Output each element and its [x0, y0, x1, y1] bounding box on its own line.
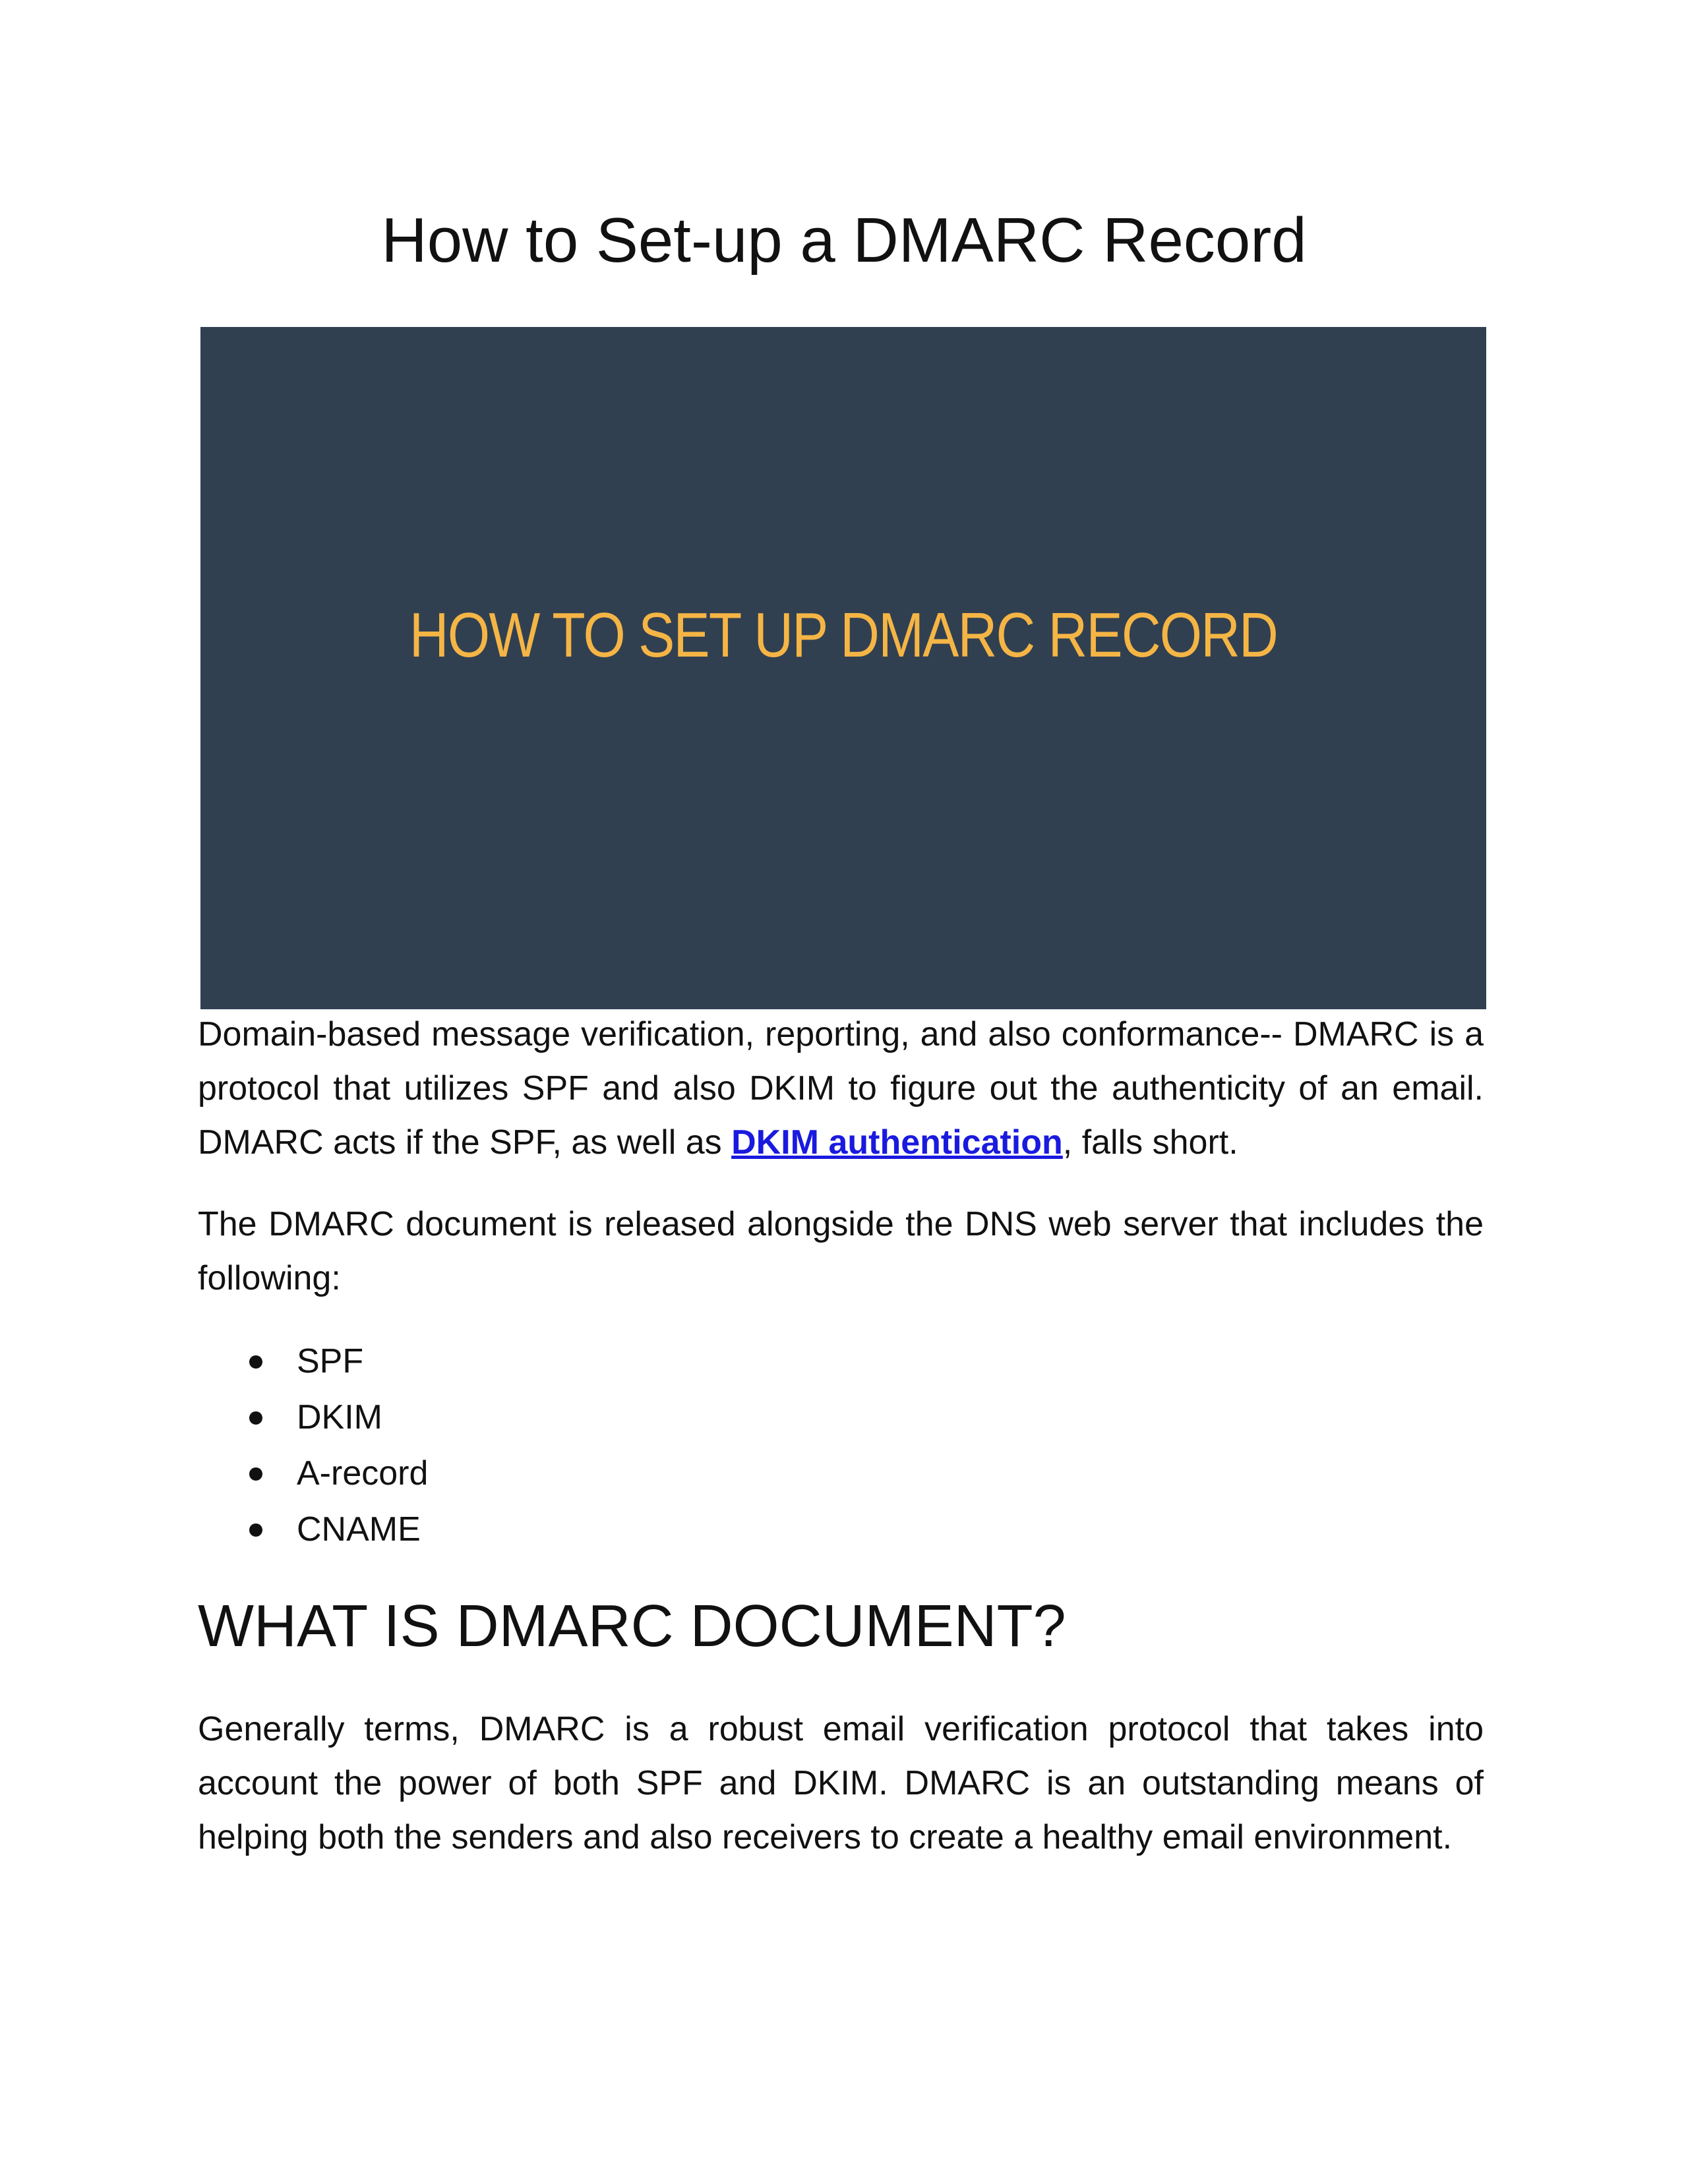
list-item	[198, 1502, 791, 1558]
dns-paragraph: The DMARC document is released alongside the DNS web server that includes the following:	[198, 1205, 1484, 1297]
section-heading: WHAT IS DMARC DOCUMENT?	[198, 1593, 1066, 1659]
bullet-icon	[249, 1467, 262, 1481]
intro-paragraph	[198, 1007, 1484, 1169]
list-item-label: SPF	[297, 1342, 364, 1380]
banner-image	[200, 327, 1486, 1009]
intro-text-after-link: , falls short.	[1062, 1123, 1238, 1162]
list-item	[198, 1390, 791, 1446]
dkim-authentication-link[interactable]: DKIM authentication	[731, 1123, 1063, 1162]
list-item-label: CNAME	[297, 1510, 421, 1549]
list-item-label: DKIM	[297, 1398, 382, 1436]
intro-text-before-link: Domain-based message verification, reporting, and also conformance-- DMARC is a protocol that utilizes SPF and also DKIM to figure out the authenticity of an email. DMARC acts if the SPF, as well as	[198, 1015, 1484, 1162]
banner-text: HOW TO SET UP DMARC RECORD	[409, 599, 1278, 670]
list-item	[198, 1334, 791, 1390]
bullet-icon	[249, 1523, 262, 1537]
list-item-label: A-record	[297, 1454, 429, 1492]
record-types-list	[198, 1334, 791, 1558]
bullet-icon	[249, 1355, 262, 1369]
page-title: How to Set-up a DMARC Record	[381, 205, 1307, 276]
bullet-icon	[249, 1411, 262, 1425]
list-item	[198, 1446, 791, 1502]
definition-paragraph: Generally terms, DMARC is a robust email verification protocol that takes into account the power of both SPF and DKIM. DMARC is an outstanding means of helping both the senders and also receivers to create a healthy email environment.	[198, 1710, 1484, 1856]
